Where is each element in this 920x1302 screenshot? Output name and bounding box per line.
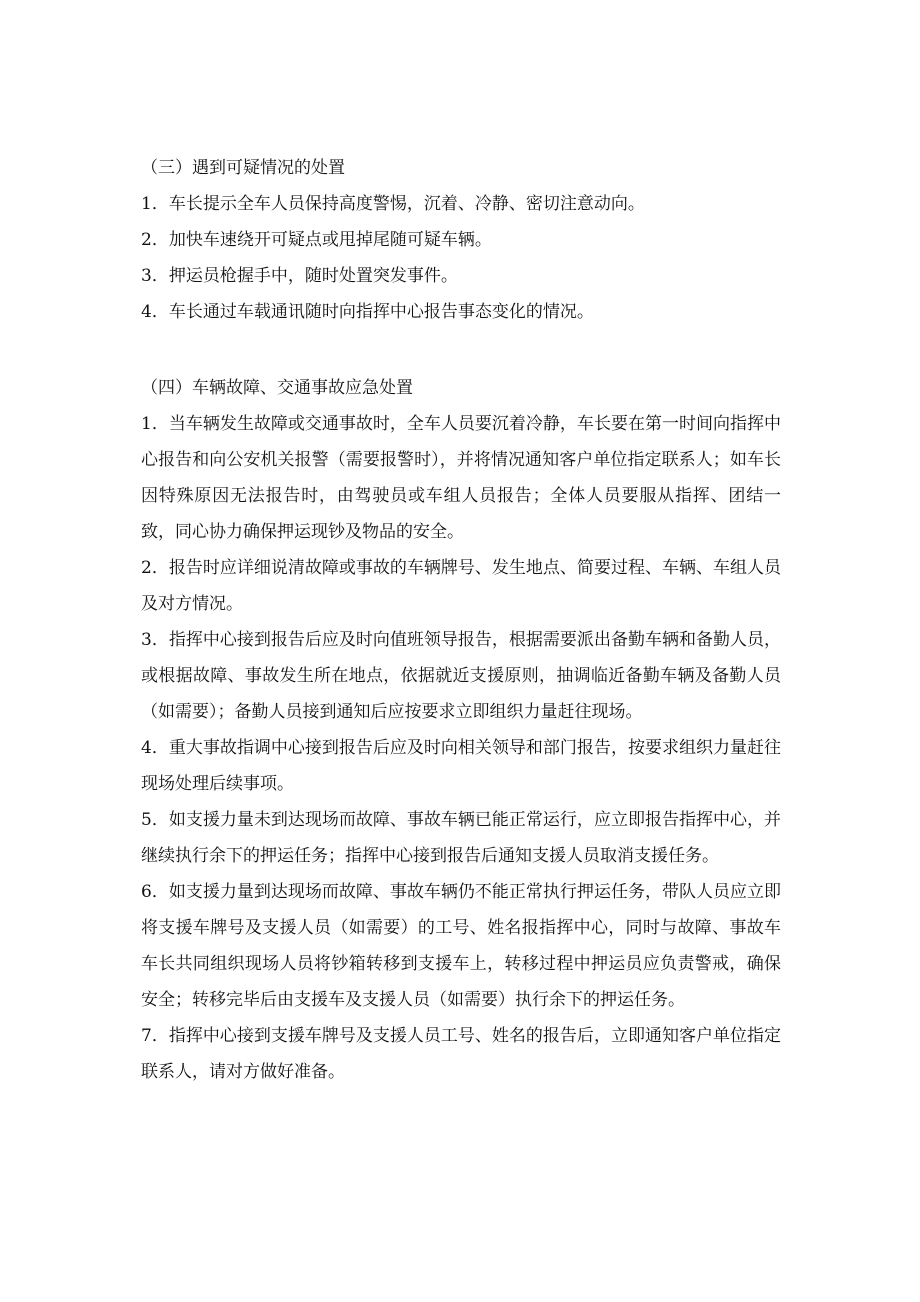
list-item: 5．如支援力量未到达现场而故障、事故车辆已能正常运行，应立即报告指挥中心，并继续执行余下的押运任务；指挥中心接到报告后通知支援人员取消支援任务。 [141,810,781,866]
section-heading: （四）车辆故障、交通事故应急处置 [141,378,413,398]
list-item: 2．报告时应详细说清故障或事故的车辆牌号、发生地点、简要过程、车辆、车组人员及对方情况。 [141,558,781,614]
section-vehicle-accident [141,370,781,1090]
list-item: 7．指挥中心接到支援车牌号及支援人员工号、姓名的报告后，立即通知客户单位指定联系人，请对方做好准备。 [141,1026,781,1082]
section-suspicious-situation [141,150,781,330]
list-item: 3．押运员枪握手中，随时处置突发事件。 [141,266,458,286]
list-item: 1．车长提示全车人员保持高度警惕，沉着、冷静、密切注意动向。 [141,194,645,214]
list-item: 6．如支援力量到达现场而故障、事故车辆仍不能正常执行押运任务，带队人员应立即将支援车牌号及支援人员（如需要）的工号、姓名报指挥中心，同时与故障、事故车车长共同组织现场人员将钞箱转移到支援车上，转移过程中押运员应负责警戒，确保安全；转移完毕后由支援车及支援人员（如需要）执行余下的押运任务。 [141,882,781,1010]
list-item: 1．当车辆发生故障或交通事故时，全车人员要沉着冷静，车长要在第一时间向指挥中心报告和向公安机关报警（需要报警时），并将情况通知客户单位指定联系人；如车长因特殊原因无法报告时，由驾驶员或车组人员报告；全体人员要服从指挥、团结一致，同心协力确保押运现钞及物品的安全。 [141,414,781,542]
list-item: 3．指挥中心接到报告后应及时向值班领导报告，根据需要派出备勤车辆和备勤人员，或根据故障、事故发生所在地点，依据就近支援原则，抽调临近备勤车辆及备勤人员（如需要）；备勤人员接到通知后应按要求立即组织力量赶往现场。 [141,630,781,722]
list-item: 4．车长通过车载通讯随时向指挥中心报告事态变化的情况。 [141,302,594,322]
list-item: 4．重大事故指调中心接到报告后应及时向相关领导和部门报告，按要求组织力量赶往现场处理后续事项。 [141,738,781,794]
list-item: 2．加快车速绕开可疑点或甩掉尾随可疑车辆。 [141,230,492,250]
section-heading: （三）遇到可疑情况的处置 [141,158,345,178]
